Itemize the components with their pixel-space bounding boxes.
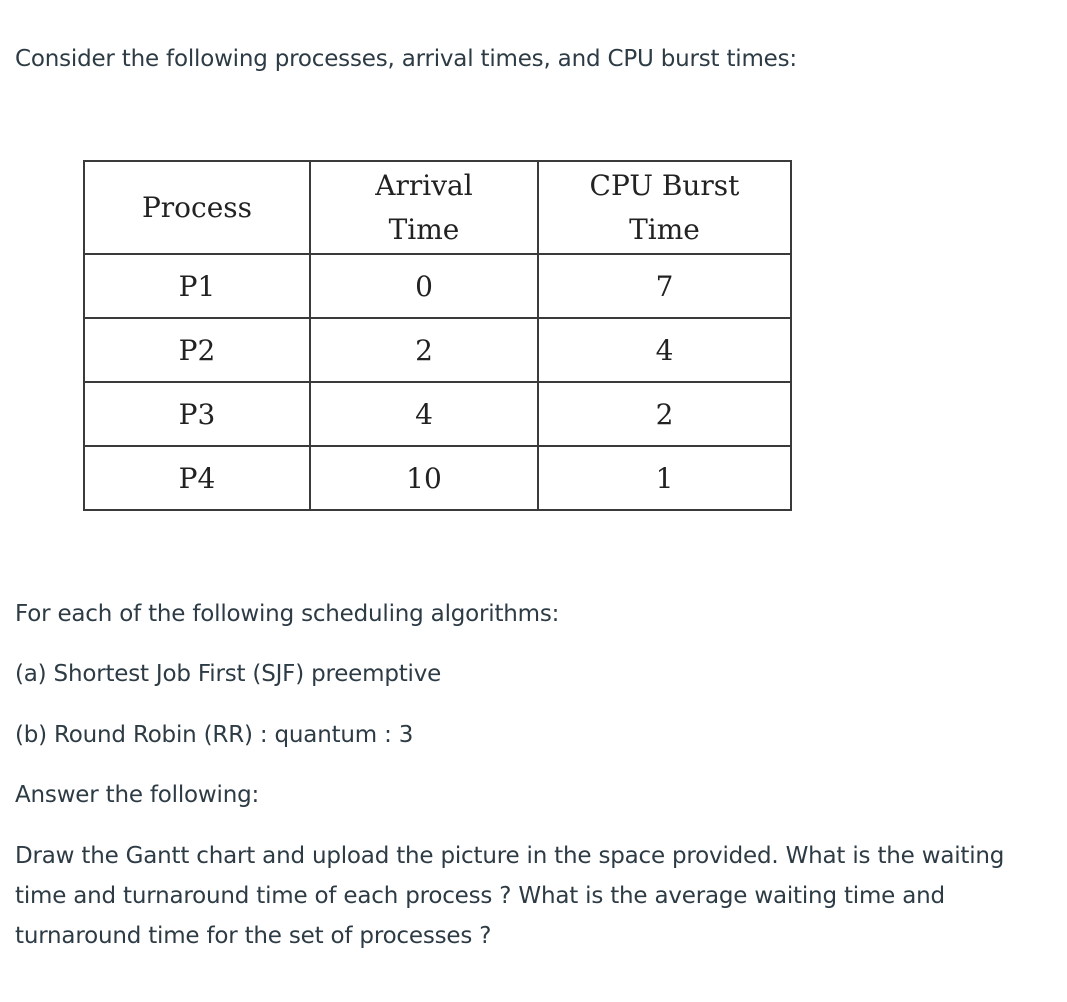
table-row <box>84 318 791 382</box>
table-body <box>84 254 791 510</box>
header-arrival-line1: Arrival <box>375 168 473 202</box>
header-burst-line2: Time <box>629 212 700 246</box>
process-table <box>83 160 792 511</box>
answer-heading: Answer the following: <box>15 782 260 808</box>
cell-burst: 2 <box>538 382 791 446</box>
cell-arrival: 4 <box>310 382 538 446</box>
question-text: Draw the Gantt chart and upload the picture in the space provided. What is the waiting time and turnaround time of each process ? What is the average waiting time and turnaround time for the set of processes ? <box>15 843 1005 949</box>
header-cpu-burst-time <box>538 161 791 254</box>
table-row <box>84 382 791 446</box>
cell-burst: 4 <box>538 318 791 382</box>
cell-arrival: 10 <box>310 446 538 510</box>
table-row <box>84 446 791 510</box>
table-header <box>84 161 791 254</box>
table-row <box>84 254 791 318</box>
intro-text: Consider the following processes, arrival times, and CPU burst times: <box>15 46 797 72</box>
header-burst-line1: CPU Burst <box>589 168 740 202</box>
cell-process: P4 <box>84 446 310 510</box>
item-b-round-robin: (b) Round Robin (RR) : quantum : 3 <box>15 722 414 748</box>
item-a-sjf-preemptive: (a) Shortest Job First (SJF) preemptive <box>15 661 442 687</box>
header-process: Process <box>84 161 310 254</box>
cell-process: P1 <box>84 254 310 318</box>
cell-process: P3 <box>84 382 310 446</box>
cell-process: P2 <box>84 318 310 382</box>
cell-arrival: 0 <box>310 254 538 318</box>
cell-burst: 7 <box>538 254 791 318</box>
header-arrival-time <box>310 161 538 254</box>
cell-arrival: 2 <box>310 318 538 382</box>
header-arrival-line2: Time <box>388 212 460 246</box>
cell-burst: 1 <box>538 446 791 510</box>
header-row <box>84 161 791 254</box>
algorithms-lead-text: For each of the following scheduling algorithms: <box>15 601 560 627</box>
